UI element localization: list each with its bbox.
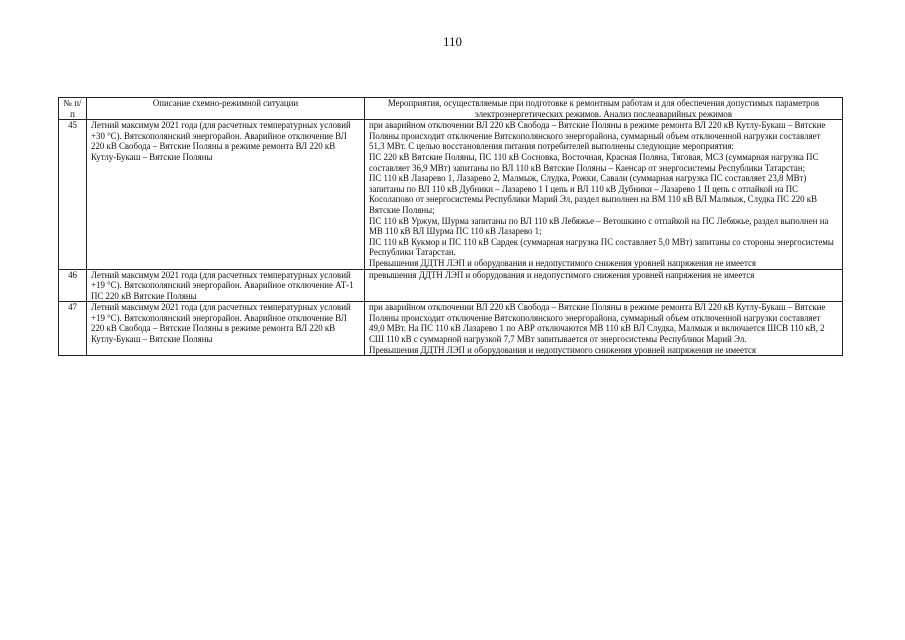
measures-paragraph: Превышения ДДТН ЛЭП и оборудования и недопустимого снижения уровней напряжения не имеется [369,344,756,355]
measures-cell [365,120,843,269]
situation-cell: Летний максимум 2021 года (для расчетных температурных условий +19 °С). Вятскополянский энергорайон. Аварийное отключение АТ-1 ПС 220 кВ Вятские Поляны [87,269,365,302]
situation-cell: Летний максимум 2021 года (для расчетных температурных условий +30 °С). Вятскополянский энергорайон. Аварийное отключение ВЛ 220 кВ Свобода – Вятские Поляны в режиме ремонта ВЛ 220 кВ Кутлу-Букаш – Вятские Поляны [87,120,365,269]
header-measures: Мероприятия, осуществляемые при подготовке к ремонтным работам и для обеспечения допустимых параметров электроэнергетических режимов. Анализ послеаварийных режимов [365,98,843,120]
table-row [59,302,843,356]
measures-paragraph: при аварийном отключении ВЛ 220 кВ Свобода – Вятские Поляны в режиме ремонта ВЛ 220 кВ Кутлу-Букаш – Вятские Поляны происходит отключение Вятскополянского энергорайона, суммарный объем отключенной нагрузки составляет 49,0 МВт. На ПС 110 кВ Лазарево 1 по АВР отключаются МВ 110 кВ ВЛ Слудка, Малмыж и включается ШСВ 110 кВ, 2 СШ 110 кВ с суммарной нагрузкой 7,7 МВт запитывается от энергосистемы Республики Марий Эл. [369,302,826,345]
table-header-row [59,98,843,120]
situations-table [58,97,843,356]
header-num: № п/п [59,98,87,120]
measures-cell [365,302,843,356]
row-number: 46 [59,269,87,302]
measures-paragraph: превышения ДДТН ЛЭП и оборудования и недопустимого снижения уровней напряжения не имеется [369,269,755,280]
measures-paragraph: Превышения ДДТН ЛЭП и оборудования и недопустимого снижения уровней напряжения не имеется [369,257,756,268]
header-situation: Описание схемно-режимной ситуации [87,98,365,120]
page-number: 110 [442,34,463,49]
measures-cell [365,269,843,302]
measures-paragraph: ПС 110 кВ Уржум, Шурма запитаны по ВЛ 110 кВ Лебяжье – Ветошкино с отпайкой на ПС Лебяжье, раздел выполнен на МВ 110 кВ ВЛ Шурма ПС 110 кВ Лазарево 1; [369,215,829,237]
measures-paragraph: при аварийном отключении ВЛ 220 кВ Свобода – Вятские Поляны в режиме ремонта ВЛ 220 кВ Кутлу-Букаш – Вятские Поляны происходит отключение Вятскополянского энергорайона, суммарный объем отключенной нагрузки составляет 51,3 МВт. С целью восстановления питания потребителей выполнены следующие мероприятия: [369,120,826,152]
situation-cell: Летний максимум 2021 года (для расчетных температурных условий +19 °С). Вятскополянский энергорайон. Аварийное отключение ВЛ 220 кВ Свобода – Вятские Поляны в режиме ремонта ВЛ 220 кВ Кутлу-Букаш – Вятские Поляны [87,302,365,356]
row-number: 47 [59,302,87,356]
measures-paragraph: ПС 220 кВ Вятские Поляны, ПС 110 кВ Сосновка, Восточная, Красная Поляна, Тяговая, МСЗ (суммарная нагрузка ПС составляет 36,9 МВт) запитаны по ВЛ 110 кВ Вятские Поляны – Каенсар от энергосистемы Республики Татарстан; [369,151,819,173]
table-row [59,269,843,302]
measures-paragraph: ПС 110 кВ Кукмор и ПС 110 кВ Сардек (суммарная нагрузка ПС составляет 5,0 МВт) запитаны со стороны энергосистемы Республики Татарстан. [369,236,834,258]
table-row [59,120,843,269]
measures-paragraph: ПС 110 кВ Лазарево 1, Лазарево 2, Малмыж, Слудка, Рожки, Савали (суммарная нагрузка ПС составляет 23,8 МВт) запитаны по ВЛ 110 кВ Дубники – Лазарево 1 I цепь и ВЛ 110 кВ Дубники – Лазарево 1 II цепь с отпайкой на ПС Косолапово от энергосистемы Республики Марий Эл, раздел выполнен на ВМ 110 кВ ВЛ Малмыж, Слудка ПС 220 кВ Вятские Поляны; [369,173,818,215]
row-number: 45 [59,120,87,269]
